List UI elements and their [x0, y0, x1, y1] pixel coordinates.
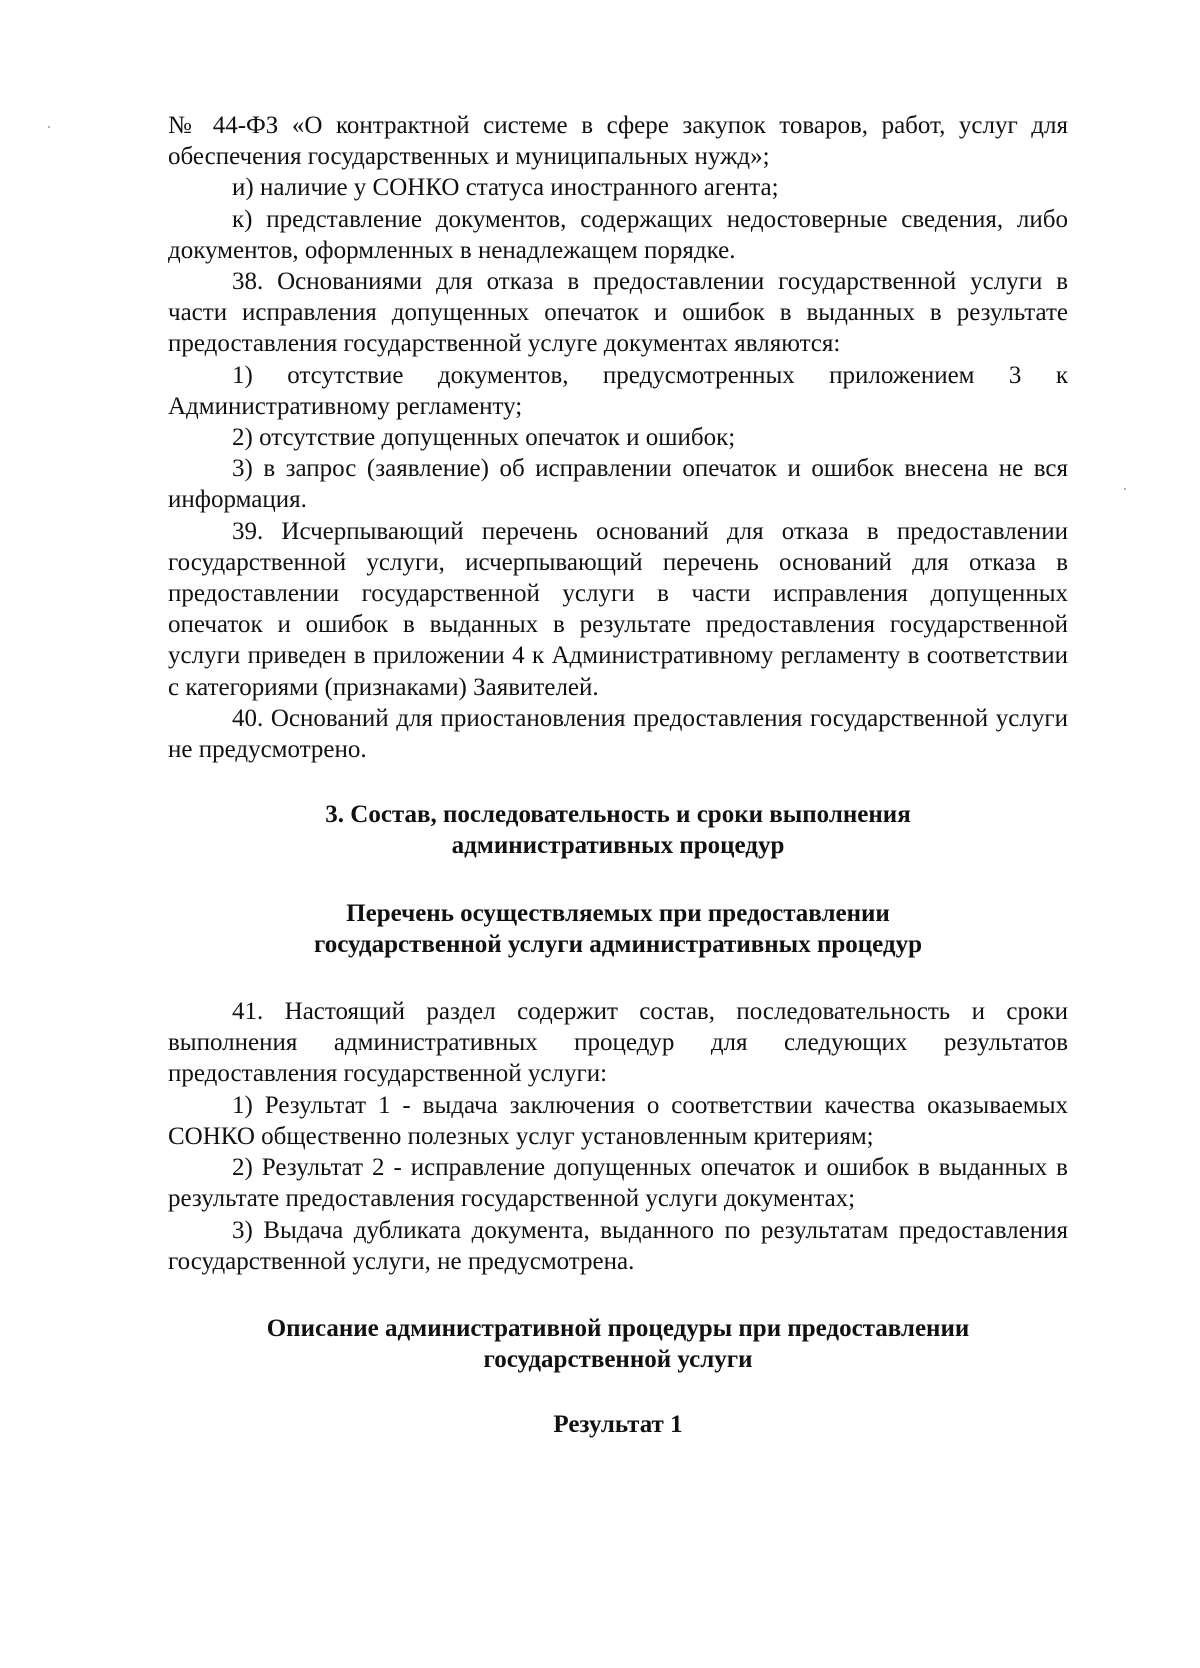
subheading-procedure-description [168, 1313, 1068, 1375]
paragraph-41-item-2: 2) Результат 2 - исправление допущенных опечаток и ошибок в выданных в результате предоставления государственной услуги документах; [168, 1154, 1068, 1213]
section-heading [168, 799, 1068, 861]
paragraph-41: 41. Настоящий раздел содержит состав, последовательность и сроки выполнения административных процедур для следующих результатов предоставления государственной услуги: [168, 998, 1068, 1088]
paragraph-38-item-1: 1) отсутствие документов, предусмотренных приложением 3 к Административному регламенту; [168, 361, 1068, 420]
subheading-procedure-description-line-2: государственной услуги [483, 1346, 753, 1374]
paragraph-44fz: № 44-ФЗ «О контрактной системе в сфере закупок товаров, работ, услуг для обеспечения государственных и муниципальных нужд»; [168, 112, 1068, 171]
spacer [168, 1375, 1068, 1409]
paragraph-40: 40. Оснований для приостановления предоставления государственной услуги не предусмотрено. [168, 704, 1068, 764]
section-heading-line-1: 3. Состав, последовательность и сроки выполнения [325, 801, 911, 829]
spacer [168, 1277, 1068, 1313]
paragraph-38: 38. Основаниями для отказа в предоставлении государственной услуги в части исправления допущенных опечаток и ошибок в выданных в результате предоставления государственной услуге документах являются: [168, 268, 1068, 358]
spacer [168, 862, 1068, 898]
spacer [168, 960, 1068, 996]
section-heading-line-2: административных процедур [451, 832, 785, 860]
subheading-procedures-list [168, 898, 1068, 960]
scan-speck-right [1124, 488, 1126, 490]
scan-speck-left [48, 126, 50, 128]
paragraph-39: 39. Исчерпывающий перечень оснований для отказа в предоставлении государственной услуги, исчерпывающий перечень оснований для отказа в предоставлении государственной услуги в части исправления допущенных опечаток и ошибок в выданных в результате предоставления государственной услуги приведен в приложении 4 к Административному регламенту в соответствии с категориями (признаками) Заявителей. [168, 517, 1068, 701]
paragraph-41-item-1: 1) Результат 1 - выдача заключения о соответствии качества оказываемых СОНКО общественно полезных услуг установленным критериям; [168, 1091, 1068, 1150]
paragraph-item-i: и) наличие у СОНКО статуса иностранного агента; [232, 174, 779, 202]
paragraph-41-item-3: 3) Выдача дубликата документа, выданного по результатам предоставления государственной услуги, не предусмотрена. [168, 1216, 1068, 1275]
result-1-heading: Результат 1 [553, 1411, 683, 1439]
subheading-procedures-list-line-2: государственной услуги административных процедур [314, 930, 922, 958]
paragraph-38-item-2: 2) отсутствие допущенных опечаток и ошибок; [232, 424, 736, 452]
paragraph-item-k: к) представление документов, содержащих недостоверные сведения, либо документов, оформленных в ненадлежащем порядке. [168, 205, 1068, 264]
document-body [168, 110, 1068, 1441]
spacer [168, 765, 1068, 799]
subheading-procedures-list-line-1: Перечень осуществляемых при предоставлении [346, 899, 890, 927]
paragraph-38-item-3: 3) в запрос (заявление) об исправлении опечаток и ошибок внесена не вся информация. [168, 455, 1068, 514]
subheading-procedure-description-line-1: Описание административной процедуры при предоставлении [266, 1314, 970, 1342]
